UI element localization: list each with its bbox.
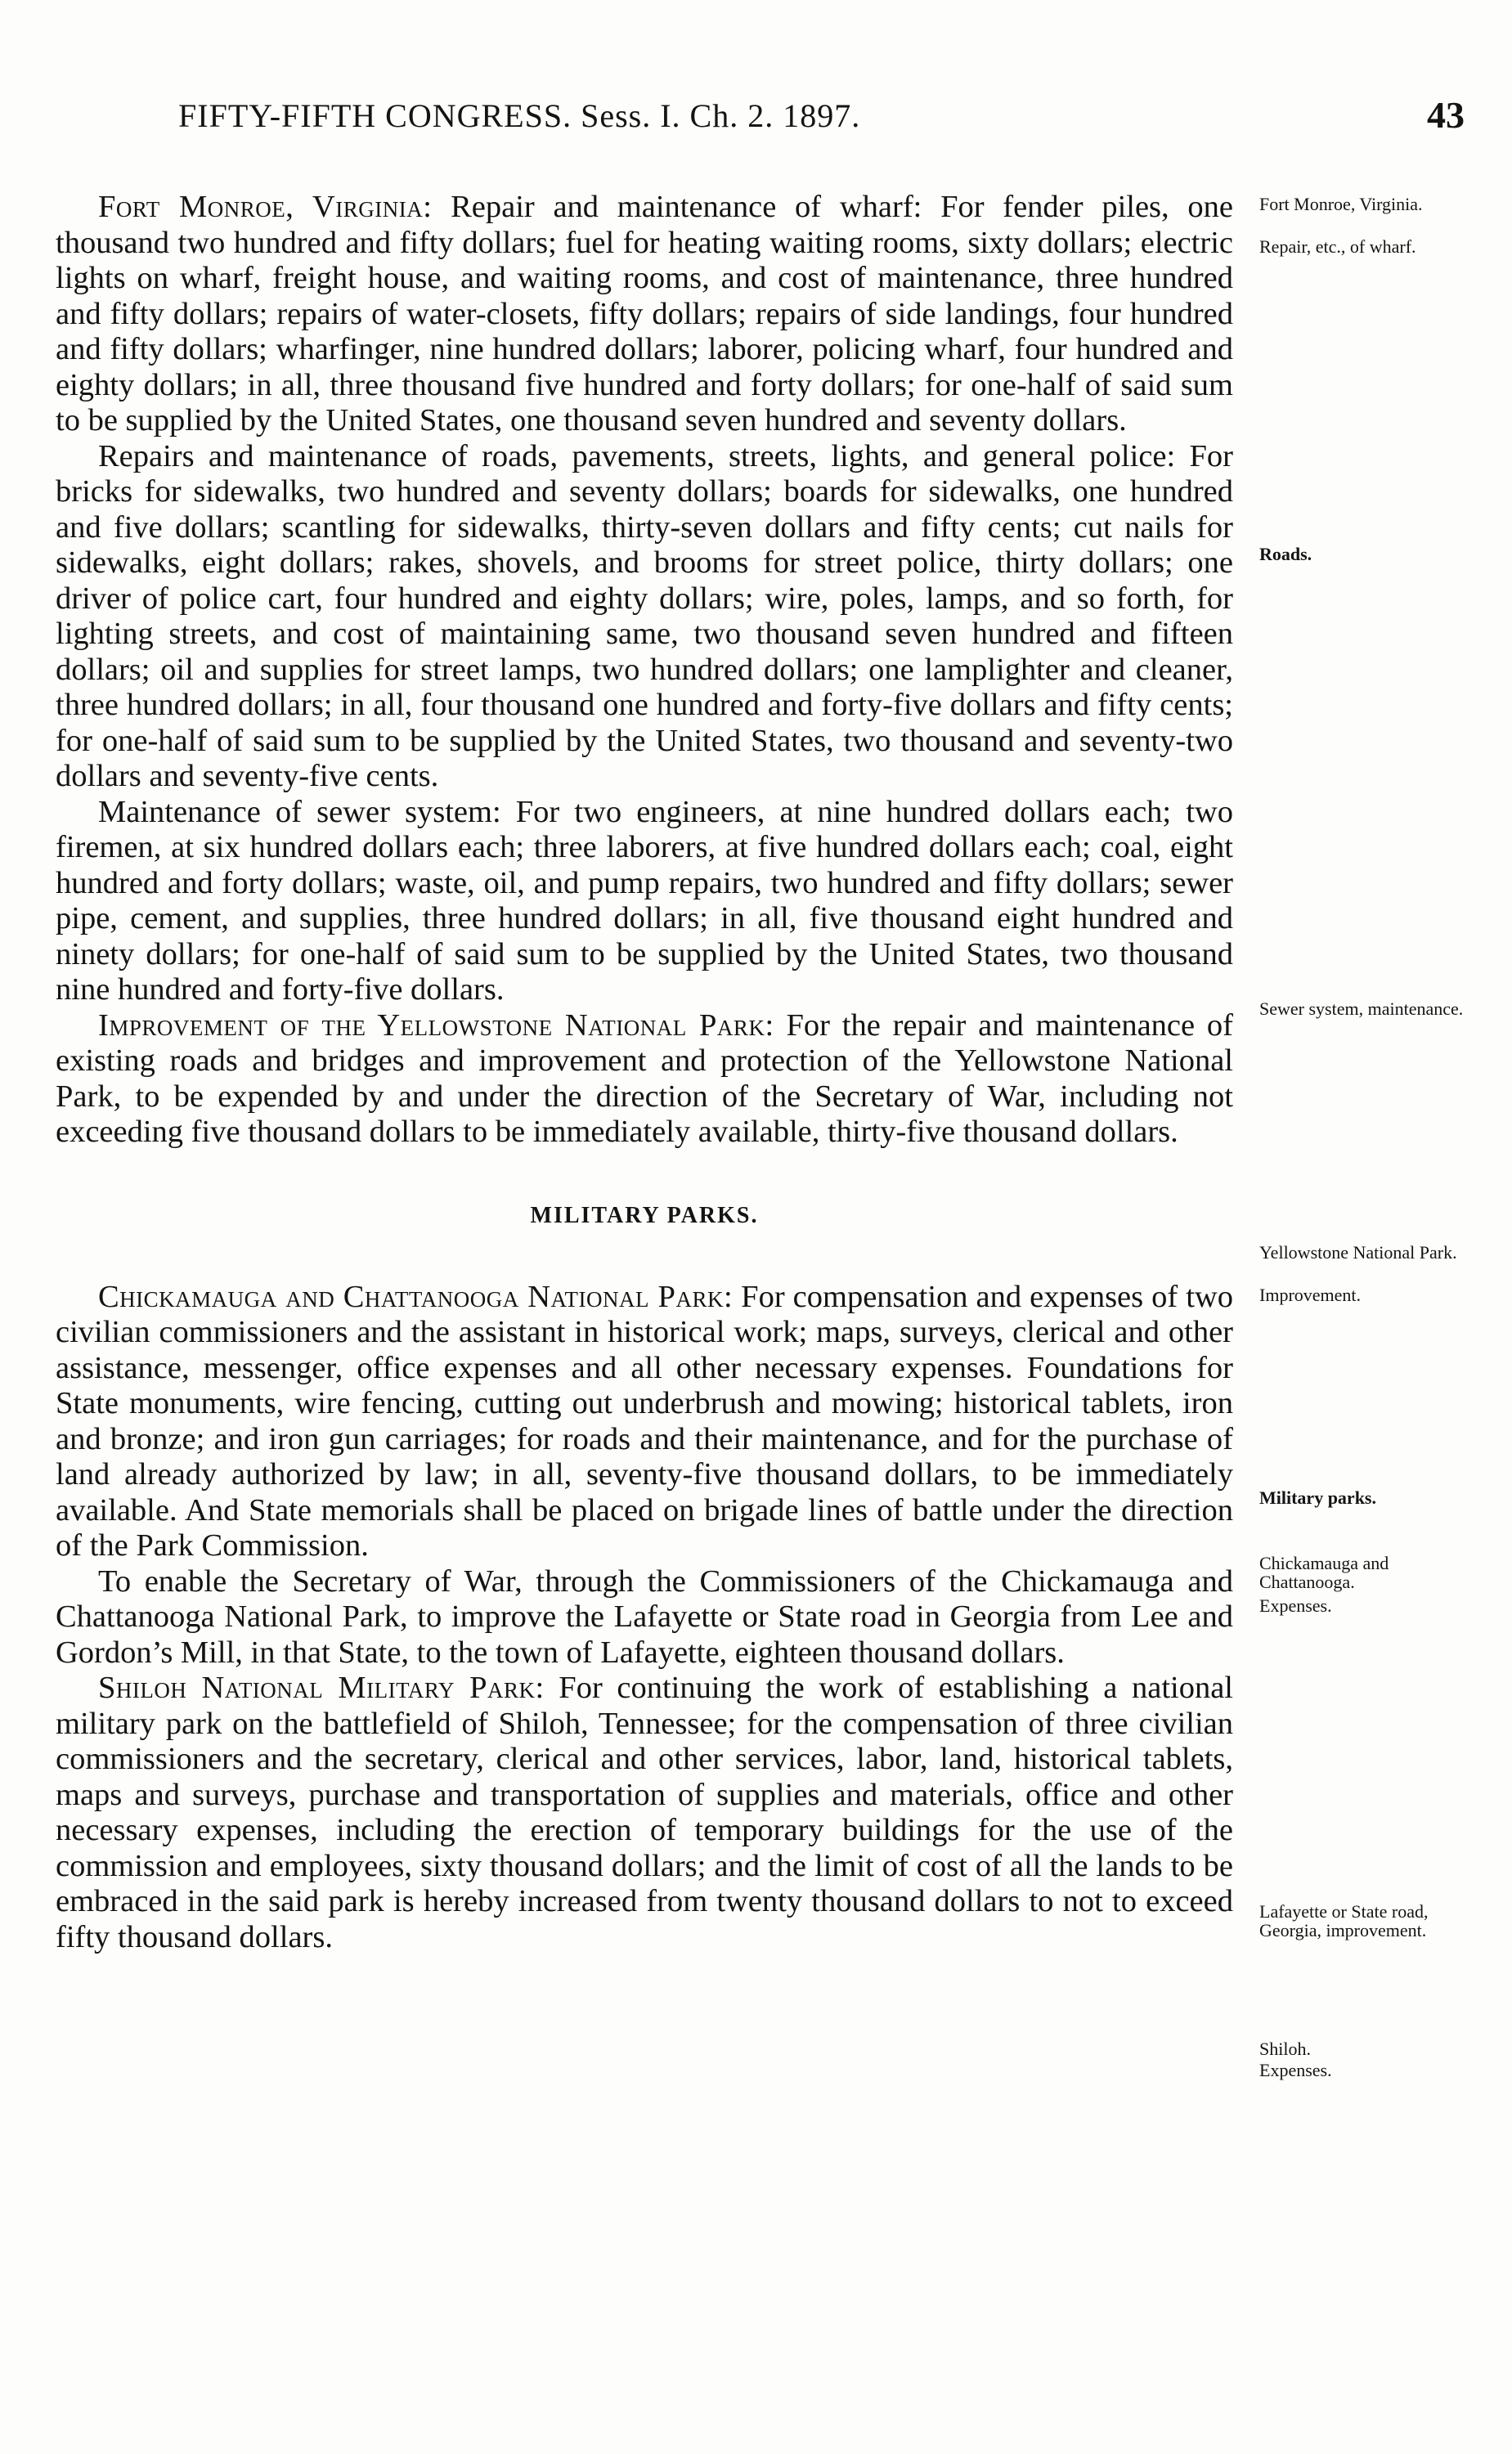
paragraph-text: For compensation and expenses of two civilian commissioners and the assistant in historical work; maps, surveys, clerical and other assistance, messenger, office expenses and all other necessary expenses. Foundations for State monuments, wire fencing, cutting out underbrush and mowing; historical tablets, iron and bronze; and iron gun carriages; for roads and their maintenance, and for the purchase of land already authorized by law; in all, seventy-five thousand dollars, to be immediately available. And State memorials shall be placed on brigade lines of battle under the direction of the Park Commission. [56, 1279, 1233, 1563]
paragraph-fort-monroe [56, 190, 1233, 439]
paragraph-text: For continuing the work of establishing a national military park on the battlefield of Shiloh, Tennessee; for the compensation of three civilian commissioners and the secretary, clerical and other services, labor, land, historical tablets, maps and surveys, purchase and transportation of supplies and materials, office and other necessary expenses, including the erection of temporary buildings for the use of the commission and employees, sixty thousand dollars; and the limit of cost of all the lands to be embraced in the said park is hereby increased from twenty thousand dollars to not to exceed fifty thousand dollars. [56, 1671, 1234, 1954]
margin-note: Fort Monroe, Virginia. [1259, 194, 1423, 214]
paragraph-text: Repair and maintenance of wharf: For fender piles, one thousand two hundred and fifty dollars; fuel for heating waiting rooms, sixty dollars; electric lights on wharf, freight house, and waiting rooms, and cost of maintenance, three hundred and fifty dollars; repairs of water-closets, fifty dollars; repairs of side landings, four hundred and fifty dollars; wharfinger, nine hundred dollars; laborer, policing wharf, four hundred and eighty dollars; in all, three thousand five hundred and forty dollars; for one-half of said sum to be supplied by the United States, one thousand seven hundred and seventy dollars. [56, 190, 1233, 437]
margin-note: Roads. [1259, 544, 1312, 564]
margin-note: Repair, etc., of wharf. [1259, 236, 1416, 257]
margin-note: Shiloh. [1259, 2039, 1311, 2059]
paragraph-lead: Improvement of the Yellowstone National Park: [98, 1007, 774, 1043]
paragraph-text: Repairs and maintenance of roads, pavements, streets, lights, and general police: For bricks for sidewalks, two hundred and seventy dollars; boards for sidewalks, one hundred and five dollars; scantling for sidewalks, thirty-seven dollars and fifty cents; cut nails for sidewalks, eight dollars; rakes, shovels, and brooms for street police, thirty dollars; one driver of police cart, four hundred and eighty dollars; wire, poles, lamps, and so forth, for lighting streets, and cost of maintaining same, two thousand seven hundred and fifteen dollars; oil and supplies for street lamps, two hundred dollars; one lamplighter and cleaner, three hundred dollars; in all, four thousand one hundred and forty-five dollars and fifty cents; for one-half of said sum to be supplied by the United States, two thousand and seventy-two dollars and seventy-five cents. [56, 438, 1233, 793]
paragraph-chickamauga [56, 1280, 1233, 1564]
paragraph-sewer [56, 795, 1233, 1008]
main-text-column [56, 190, 1233, 1955]
paragraph-text: For the repair and maintenance of existing roads and bridges and improvement and protection of the Yellowstone National Park, to be expended by and under the direction of the Secretary of War, including not exceeding five thousand dollars to be immediately available, thirty-five thousand dollars. [56, 1007, 1233, 1149]
paragraph-yellowstone [56, 1008, 1233, 1151]
margin-note: Chickamauga and Chattanooga. [1259, 1553, 1389, 1592]
margin-note: Military parks. [1259, 1487, 1376, 1508]
paragraph-lead: Shiloh National Military Park: [98, 1671, 545, 1705]
margin-notes [1259, 0, 1480, 2454]
paragraph-roads [56, 439, 1233, 795]
margin-note: Expenses. [1259, 1595, 1332, 1616]
running-head: FIFTY-FIFTH CONGRESS. Sess. I. Ch. 2. 1897. [178, 97, 861, 134]
margin-note: Sewer system, maintenance. [1259, 998, 1464, 1019]
page-number: 43 [1427, 94, 1465, 136]
section-heading: MILITARY PARKS. [530, 1202, 759, 1228]
margin-note: Expenses. [1259, 2060, 1332, 2080]
paragraph-lead: Chickamauga and Chattanooga National Park: [98, 1279, 734, 1314]
paragraph-lead: Fort Monroe, Virginia: [98, 190, 433, 224]
margin-note: Lafayette or State road, Georgia, improvement. [1259, 1901, 1429, 1940]
paragraph-shiloh [56, 1671, 1233, 1955]
margin-note: Yellowstone National Park. [1259, 1242, 1457, 1263]
paragraph-text: Maintenance of sewer system: For two engineers, at nine hundred dollars each; two firemen, at six hundred dollars each; three laborers, at five hundred dollars each; coal, eight hundred and forty dollars; waste, oil, and pump repairs, two hundred and fifty dollars; sewer pipe, cement, and supplies, three hundred dollars; in all, five thousand eight hundred and ninety dollars; for one-half of said sum to be supplied by the United States, two thousand nine hundred and forty-five dollars. [56, 794, 1233, 1007]
margin-note: Improvement. [1259, 1285, 1362, 1305]
paragraph-lafayette [56, 1564, 1233, 1671]
paragraph-text: To enable the Secretary of War, through the Commissioners of the Chickamauga and Chattanooga National Park, to improve the Lafayette or State road in Georgia from Lee and Gordon’s Mill, in that State, to the town of Lafayette, eighteen thousand dollars. [56, 1563, 1233, 1670]
